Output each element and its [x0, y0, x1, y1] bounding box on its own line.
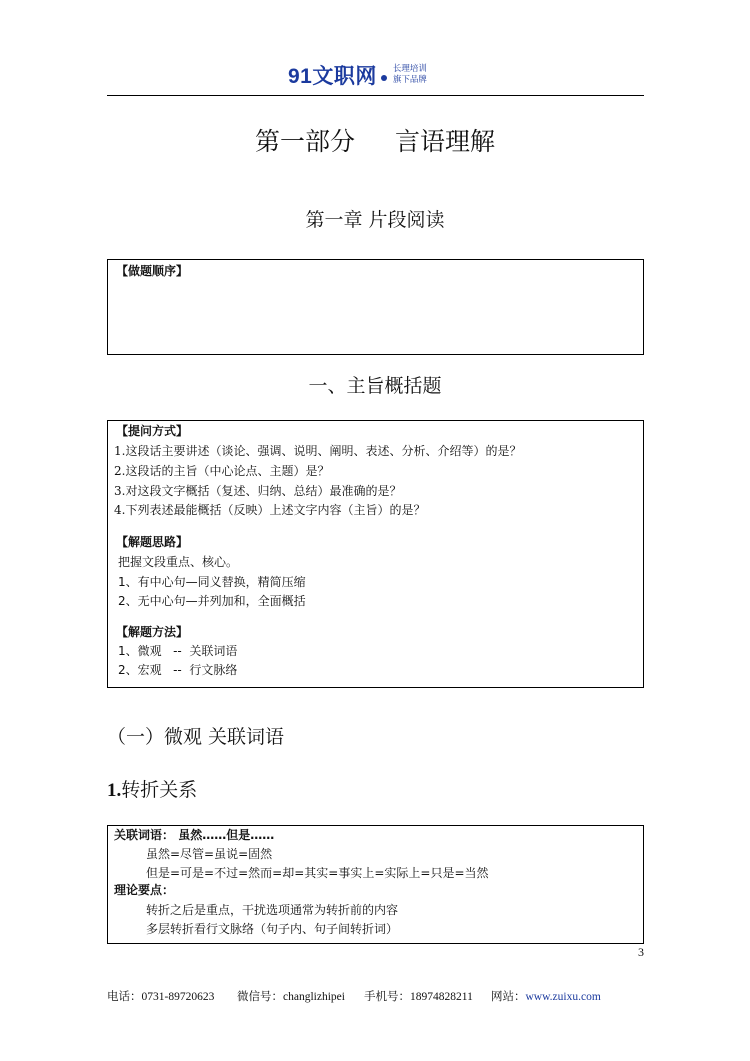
- ask-label: 【提问方式】: [116, 424, 189, 438]
- ask-item: 4.下列表述最能概括（反映）上述文字内容（主旨）的是？: [114, 503, 426, 517]
- transition-number: 1.: [107, 780, 122, 801]
- method-item: 2、宏观 -- 行文脉络: [118, 663, 238, 677]
- transition-line: 但是=可是=不过=然而=却=其实=事实上=实际上=只是=当然: [146, 866, 489, 880]
- keyword-line: [114, 827, 274, 843]
- footer-mobile: 手机号：18974828211: [364, 991, 473, 1003]
- question-box: [107, 420, 644, 688]
- logo-sub-line1: 长理培训: [392, 64, 427, 74]
- part-name: 言语理解: [395, 127, 496, 156]
- part-title: [0, 122, 750, 158]
- idea-item: 把握文段重点、核心。: [118, 555, 239, 569]
- footer-site-label: 网站：: [491, 991, 526, 1003]
- idea-item: 1、有中心句—同义替换，精简压缩: [118, 575, 306, 589]
- logo-text: 91文职网: [288, 65, 377, 88]
- ask-item: 3.对这段文字概括（复述、归纳、总结）最准确的是？: [114, 484, 402, 498]
- theory-label: 理论要点：: [114, 883, 175, 897]
- footer-site: [491, 988, 601, 1004]
- ask-item: 2.这段话的主旨（中心论点、主题）是？: [114, 464, 330, 478]
- transition-line: 多层转折看行文脉络（句子内、句子间转折词）: [146, 922, 399, 936]
- footer-wechat: 微信号：changlizhipei: [237, 991, 345, 1003]
- transition-text: 转折关系: [121, 779, 198, 801]
- transition-line: 虽然=尽管=虽说=固然: [146, 847, 273, 861]
- idea-item: 2、无中心句—并列加和，全面概括: [118, 594, 306, 608]
- transition-box: [107, 825, 644, 944]
- method-item: 1、微观 -- 关联词语: [118, 644, 238, 658]
- header-divider: [107, 95, 644, 96]
- part-number: 第一部分: [254, 127, 355, 156]
- transition-line: 转折之后是重点，干扰选项通常为转折前的内容: [146, 903, 399, 917]
- footer-phone: 电话：0731-89720623: [107, 991, 215, 1003]
- page-number: 3: [638, 945, 644, 959]
- transition-heading: [107, 775, 197, 802]
- section-title: 一、主旨概括题: [308, 375, 442, 397]
- logo-subtitle: [393, 64, 427, 86]
- order-box: [107, 259, 644, 355]
- idea-label: 【解题思路】: [116, 535, 189, 549]
- micro-heading: （一）微观 关联词语: [107, 726, 285, 748]
- method-label: 【解题方法】: [116, 625, 189, 639]
- footer-site-link[interactable]: www.zuixu.com: [525, 991, 601, 1003]
- order-label: 【做题顺序】: [116, 264, 189, 278]
- brand-logo: [288, 60, 427, 90]
- ask-item: 1.这段话主要讲述（谈论、强调、说明、阐明、表述、分析、介绍等）的是？: [114, 444, 522, 458]
- logo-dot-icon: [381, 75, 387, 81]
- keyword-value: 虽然……但是……: [178, 828, 275, 842]
- keyword-label: 关联词语：: [114, 828, 175, 842]
- chapter-title: 第一章 片段阅读: [305, 209, 445, 231]
- logo-sub-line2: 旗下品牌: [392, 75, 427, 85]
